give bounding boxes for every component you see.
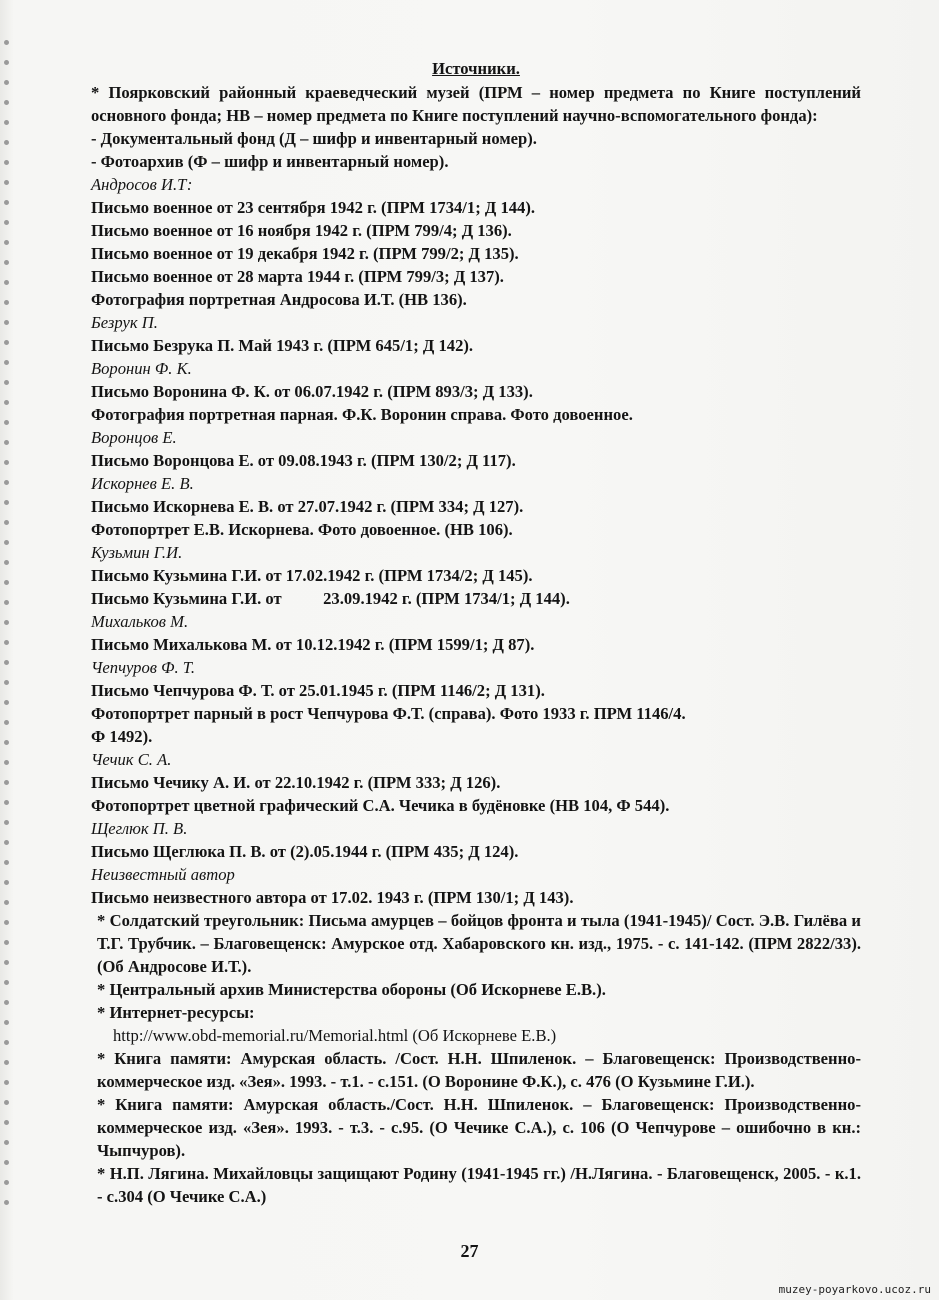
author-heading: Михальков М. <box>91 612 189 631</box>
source-item: Письмо Михалькова М. от 10.12.1942 г. (ПРМ 1599/1; Д 87). <box>91 635 535 654</box>
author-heading: Андросов И.Т: <box>91 175 193 194</box>
author-heading: Щеглюк П. В. <box>91 819 188 838</box>
author-heading: Чечик С. А. <box>91 750 172 769</box>
source-item: Письмо Искорнева Е. В. от 27.07.1942 г. (ПРМ 334; Д 127). <box>91 497 524 516</box>
page-number: 27 <box>460 1241 479 1261</box>
source-item: Письмо военное от 16 ноября 1942 г. (ПРМ 799/4; Д 136). <box>91 221 512 240</box>
source-item: Письмо Воронина Ф. К. от 06.07.1942 г. (ПРМ 893/3; Д 133). <box>91 382 533 401</box>
reference-entry: * Солдатский треугольник: Письма амурцев – бойцов фронта и тыла (1941-1945)/ Сост. Э.В. Гилёва и Т.Г. Трубчик. – Благовещенск: Амурское отд. Хабаровского кн. изд., 1975. - с. 141-142. (ПРМ 2822/33). (Об Андросове И.Т.). <box>97 911 861 976</box>
source-item: Фотография портретная парная. Ф.К. Воронин справа. Фото довоенное. <box>91 405 633 424</box>
reference-entry: * Центральный архив Министерства обороны (Об Искорневе Е.В.). <box>97 980 606 999</box>
reference-entry: * Книга памяти: Амурская область./Сост. Н.Н. Шпиленок. – Благовещенск: Производственно-коммерческое изд. «Зея». 1993. - т.3. - с.95. (О Чечике С.А.), с. 106 (О Чепчурове – ошибочно в кн.: Чыпчуров). <box>97 1095 861 1160</box>
author-heading: Кузьмин Г.И. <box>91 543 183 562</box>
page-title: Источники. <box>432 59 520 78</box>
author-heading: Воронин Ф. К. <box>91 359 192 378</box>
source-item: Письмо неизвестного автора от 17.02. 1943 г. (ПРМ 130/1; Д 143). <box>91 888 574 907</box>
source-item: Письмо Чепчурова Ф. Т. от 25.01.1945 г. (ПРМ 1146/2; Д 131). <box>91 681 545 700</box>
author-heading: Чепчуров Ф. Т. <box>91 658 196 677</box>
source-item: Фотография портретная Андросова И.Т. (НВ 136). <box>91 290 467 309</box>
source-item: Письмо Воронцова Е. от 09.08.1943 г. (ПРМ 130/2; Д 117). <box>91 451 516 470</box>
source-item: Письмо Безрука П. Май 1943 г. (ПРМ 645/1; Д 142). <box>91 336 474 355</box>
reference-entry: * Книга памяти: Амурская область. /Сост. Н.Н. Шпиленок. – Благовещенск: Производственно-коммерческое изд. «Зея». 1993. - т.1. - с.151. (О Воронине Ф.К.), с. 476 (О Кузьмине Г.И.). <box>97 1049 861 1091</box>
sources-text <box>91 57 861 1208</box>
source-item: Фотопортрет Е.В. Искорнева. Фото довоенное. (НВ 106). <box>91 520 513 539</box>
fund-photos: - Фотоархив (Ф – шифр и инвентарный номер). <box>91 152 449 171</box>
source-item: Письмо военное от 19 декабря 1942 г. (ПРМ 799/2; Д 135). <box>91 244 519 263</box>
author-heading: Воронцов Е. <box>91 428 177 447</box>
source-item: Ф 1492). <box>91 727 153 746</box>
reference-entry: * Н.П. Лягина. Михайловцы защищают Родину (1941-1945 гг.) /Н.Лягина. - Благовещенск, 2005. - к.1. - с.304 (О Чечике С.А.) <box>97 1164 861 1206</box>
author-heading: Искорнев Е. В. <box>91 474 194 493</box>
binding-holes <box>4 0 12 1300</box>
author-heading: Неизвестный автор <box>91 865 235 884</box>
fund-documents: - Документальный фонд (Д – шифр и инвентарный номер). <box>91 129 537 148</box>
author-heading: Безрук П. <box>91 313 158 332</box>
source-item: Письмо Кузьмина Г.И. от 23.09.1942 г. (ПРМ 1734/1; Д 144). <box>91 589 570 608</box>
source-item: Письмо Щеглюка П. В. от (2).05.1944 г. (ПРМ 435; Д 124). <box>91 842 519 861</box>
source-item: Письмо Чечику А. И. от 22.10.1942 г. (ПРМ 333; Д 126). <box>91 773 501 792</box>
source-item: Фотопортрет парный в рост Чепчурова Ф.Т. (справа). Фото 1933 г. ПРМ 1146/4. <box>91 704 686 723</box>
source-item: Фотопортрет цветной графический С.А. Чечика в будёновке (НВ 104, Ф 544). <box>91 796 670 815</box>
reference-entry: * Интернет-ресурсы: <box>97 1003 255 1022</box>
source-item: Письмо военное от 28 марта 1944 г. (ПРМ 799/3; Д 137). <box>91 267 504 286</box>
reference-url: http://www.obd-memorial.ru/Memorial.html (Об Искорневе Е.В.) <box>113 1026 557 1045</box>
source-item: Письмо военное от 23 сентября 1942 г. (ПРМ 1734/1; Д 144). <box>91 198 536 217</box>
museum-note: * Поярковский районный краеведческий музей (ПРМ – номер предмета по Книге поступлений основного фонда; НВ – номер предмета по Книге поступлений научно-вспомогательного фонда): <box>91 83 861 125</box>
source-item: Письмо Кузьмина Г.И. от 17.02.1942 г. (ПРМ 1734/2; Д 145). <box>91 566 533 585</box>
site-watermark: muzey-poyarkovo.ucoz.ru <box>778 1283 931 1296</box>
